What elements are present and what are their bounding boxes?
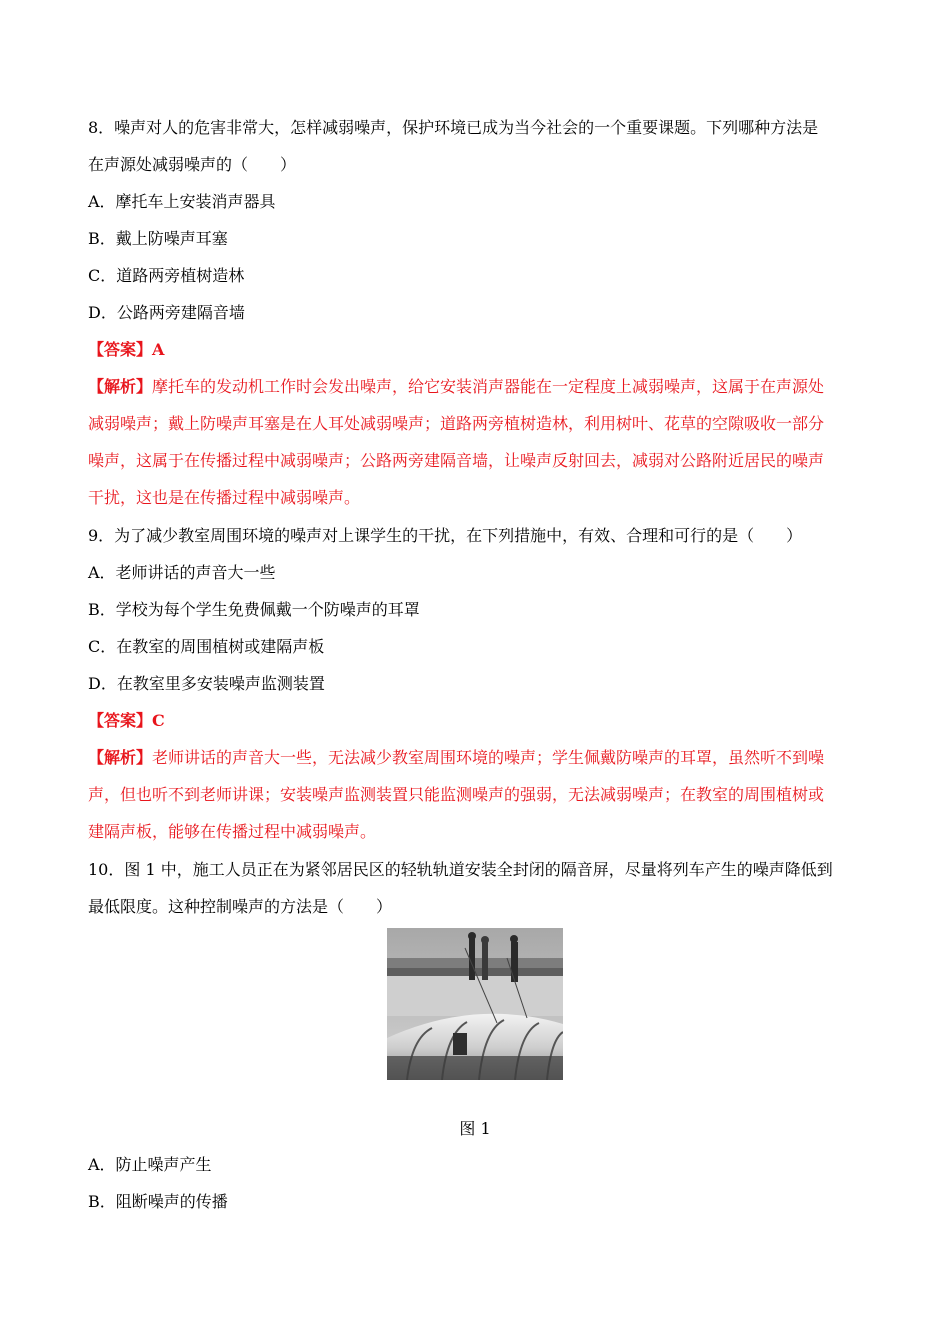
q9-analysis-text1: 老师讲话的声音大一些，无法减少教室周围环境的噪声；学生佩戴防噪声的耳罩，虽然听不到噪	[152, 748, 825, 767]
q10-stem-line1: 10．图 1 中，施工人员正在为紧邻居民区的轻轨轨道安装全封闭的隔音屏，尽量将列车产生的噪声降低到	[88, 860, 833, 879]
q8-option-c: C．道路两旁植树造林	[88, 266, 245, 285]
q8-option-b: B．戴上防噪声耳塞	[88, 229, 228, 248]
q8-analysis-line1	[88, 377, 824, 397]
q8-answer	[88, 340, 164, 360]
q10-option-b: B．阻断噪声的传播	[88, 1192, 228, 1211]
q8-analysis-line2: 减弱噪声；戴上防噪声耳塞是在人耳处减弱噪声；道路两旁植树造林，利用树叶、花草的空隙吸收一部分	[88, 414, 825, 433]
q9-answer	[88, 711, 165, 731]
q8-stem-line2: 在声源处减弱噪声的（ ）	[88, 155, 297, 174]
q8-stem-line1: 8．噪声对人的危害非常大，怎样减弱噪声，保护环境已成为当今社会的一个重要课题。下列哪种方法是	[88, 118, 819, 137]
q9-analysis-line3: 建隔声板，能够在传播过程中减弱噪声。	[88, 822, 377, 841]
q8-option-a: A．摩托车上安装消声器具	[88, 192, 276, 211]
q9-option-d: D．在教室里多安装噪声监测装置	[88, 674, 325, 693]
q8-analysis-text1: 摩托车的发动机工作时会发出噪声，给它安装消声器能在一定程度上减弱噪声，这属于在声源处	[152, 377, 825, 396]
q9-analysis-line1	[88, 748, 824, 768]
q8-analysis-tag: 【解析】	[88, 377, 153, 396]
q8-answer-value: A	[152, 340, 165, 359]
q9-option-c: C．在教室的周围植树或建隔声板	[88, 637, 325, 656]
q8-analysis-line4: 干扰，这也是在传播过程中减弱噪声。	[88, 488, 361, 507]
noise-barrier-photo	[387, 928, 563, 1080]
q9-option-a: A．老师讲话的声音大一些	[88, 563, 276, 582]
q9-option-b: B．学校为每个学生免费佩戴一个防噪声的耳罩	[88, 600, 420, 619]
figure-caption: 图 1	[459, 1119, 491, 1138]
q9-analysis-tag: 【解析】	[88, 748, 153, 767]
q9-stem-line1: 9．为了减少教室周围环境的噪声对上课学生的干扰，在下列措施中，有效、合理和可行的是（ ）	[88, 526, 803, 545]
q8-option-d: D．公路两旁建隔音墙	[88, 303, 245, 322]
q9-analysis-line2: 声，但也听不到老师讲课；安装噪声监测装置只能监测噪声的强弱，无法减弱噪声；在教室的周围植树或	[88, 785, 825, 804]
q10-stem-line2: 最低限度。这种控制噪声的方法是（ ）	[88, 897, 393, 916]
q8-answer-tag: 【答案】	[88, 340, 153, 359]
q9-answer-tag: 【答案】	[88, 711, 153, 730]
q8-analysis-line3: 噪声，这属于在传播过程中减弱噪声；公路两旁建隔音墙，让噪声反射回去，减弱对公路附近居民的噪声	[88, 451, 825, 470]
q9-answer-value: C	[152, 711, 165, 730]
q10-option-a: A．防止噪声产生	[88, 1155, 212, 1174]
